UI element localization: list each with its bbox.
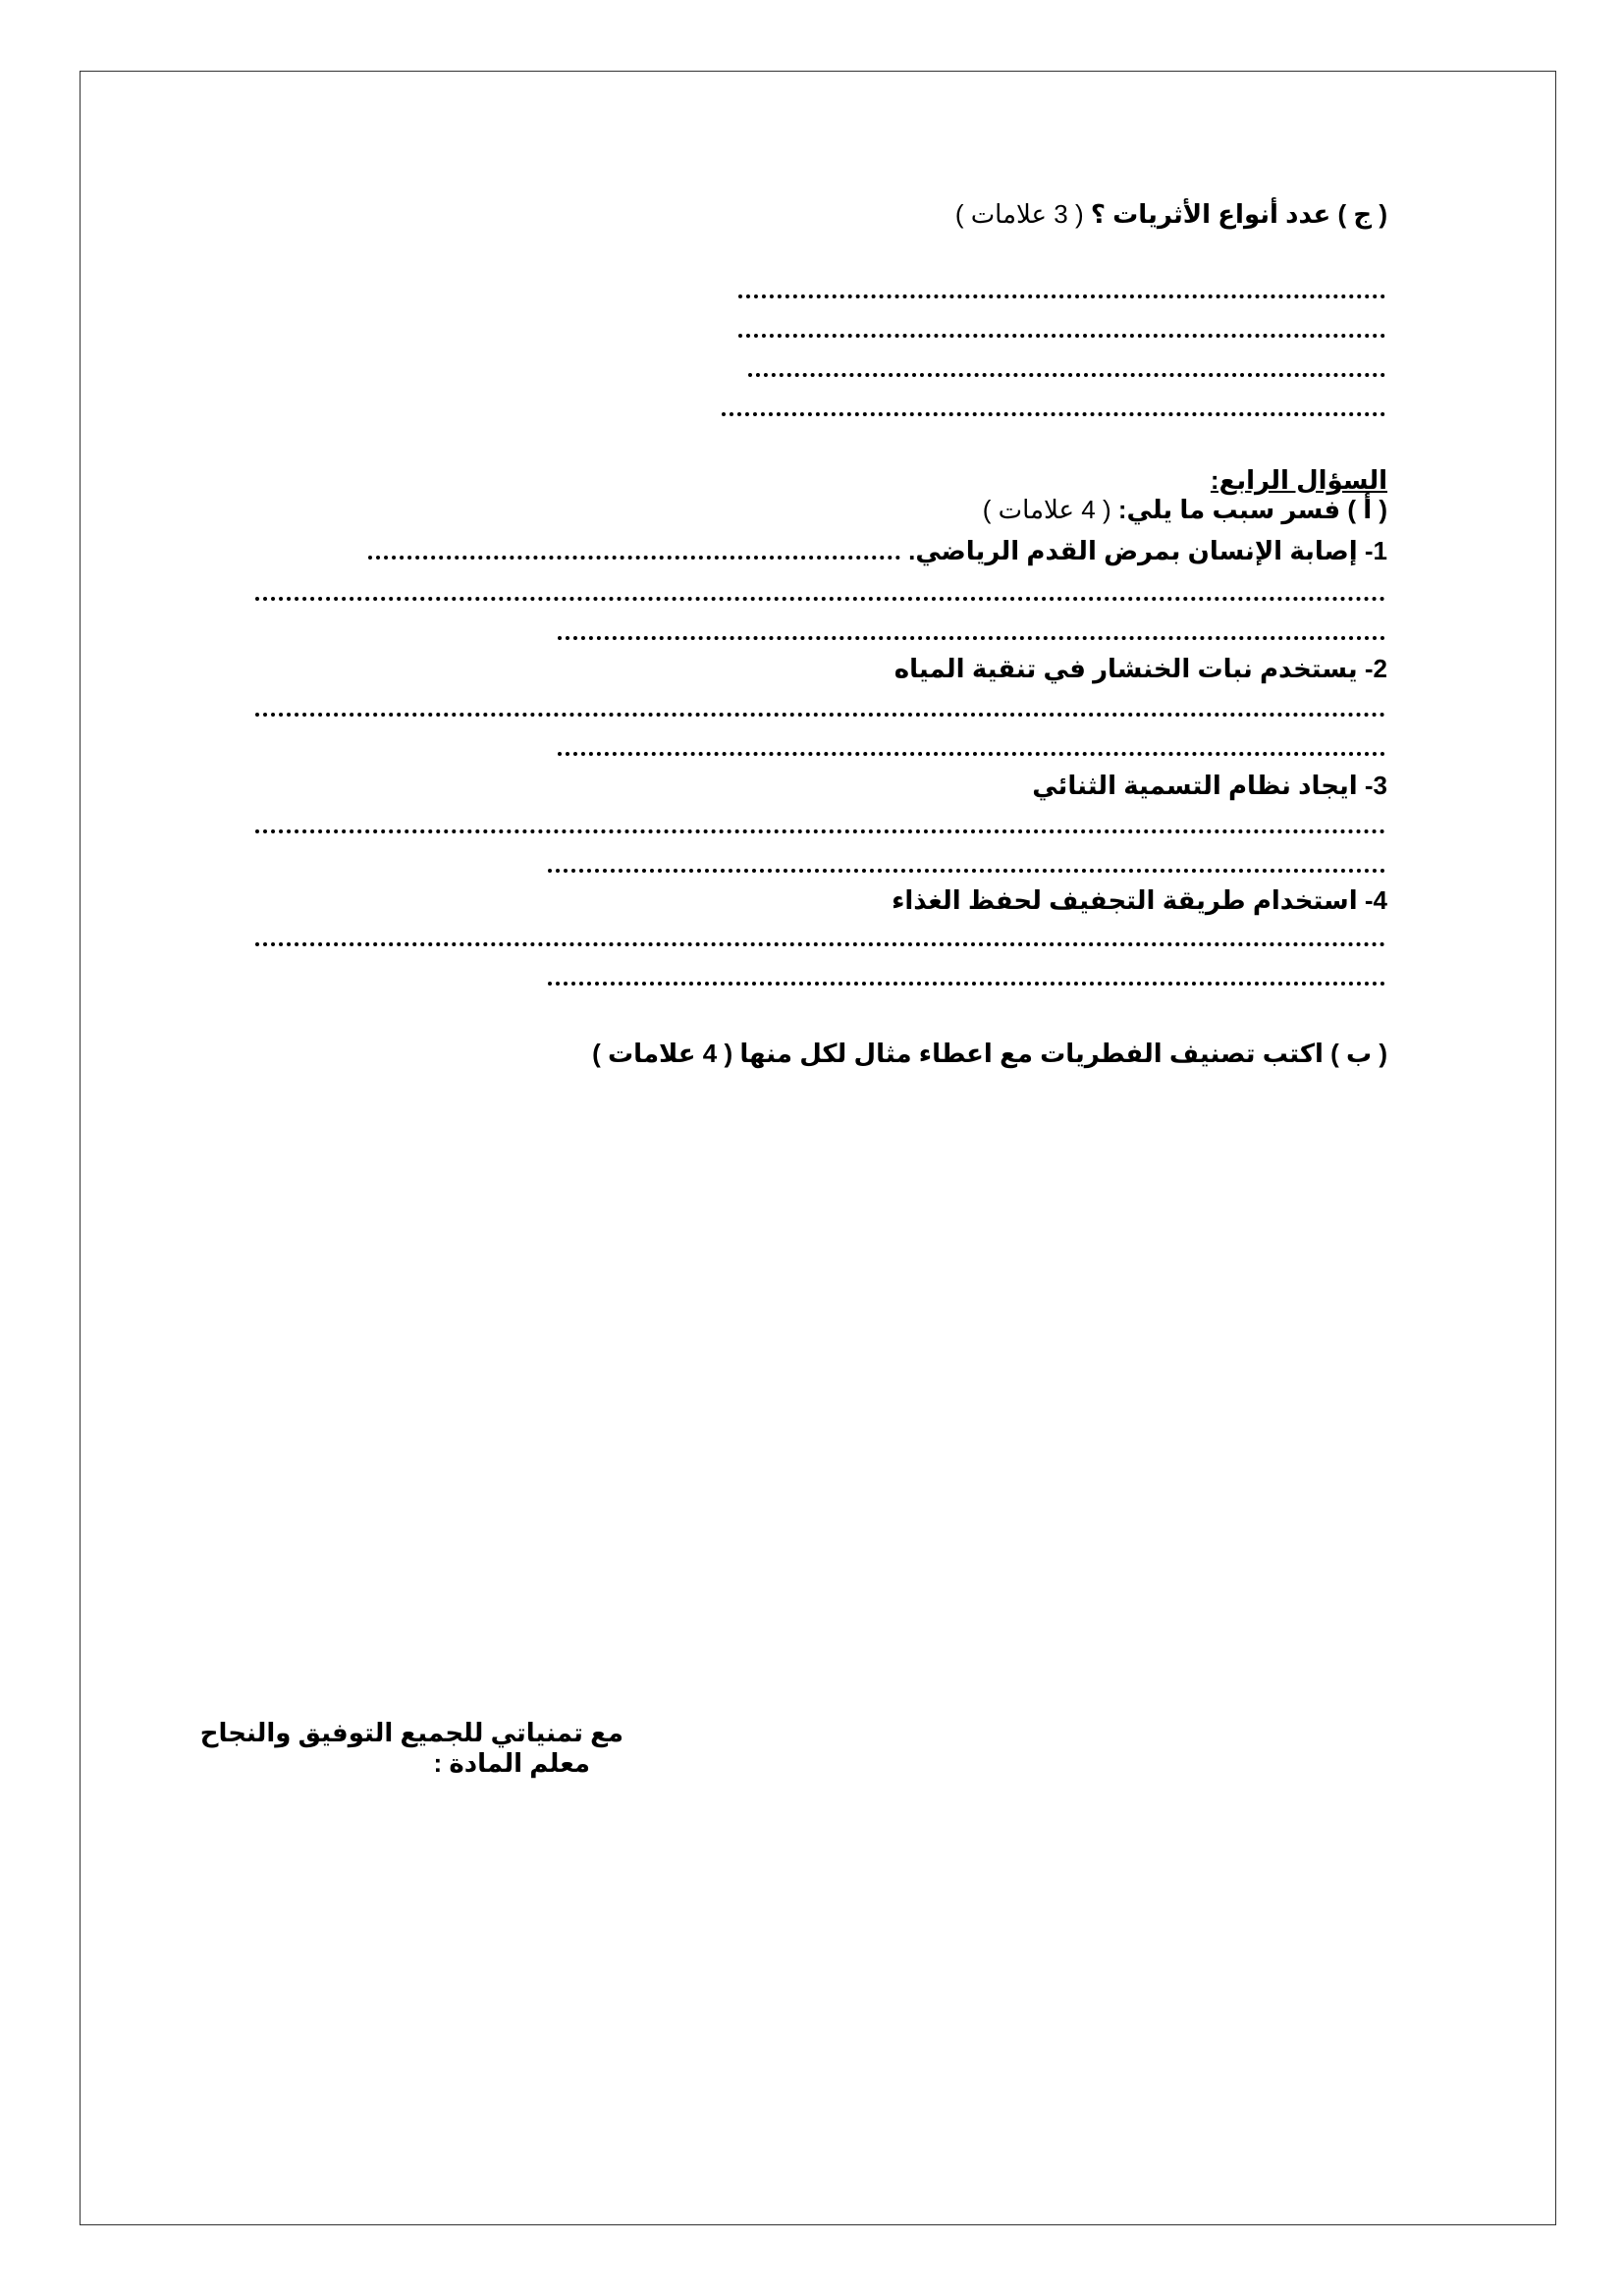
answer-line[interactable] (722, 412, 1385, 416)
part-a-marks: ( 4 علامات ) (982, 495, 1111, 524)
question-c-marks: ( 3 علامات ) (954, 199, 1084, 229)
item-2: 2- يستخدم نبات الخنشار في تنقية المياه (893, 654, 1387, 683)
answer-line[interactable] (738, 294, 1385, 298)
question4-part-b: ( ب ) اكتب تصنيف الفطريات مع اعطاء مثال لكل منها ( 4 علامات ) (592, 1039, 1387, 1068)
answer-line[interactable] (255, 829, 1385, 833)
answer-line[interactable] (738, 334, 1385, 338)
answer-line[interactable] (255, 597, 1385, 601)
question4-heading: السؤال الرابع: (1210, 465, 1387, 495)
item-1: 1- إصابة الإنسان بمرض القدم الرياضي. (908, 536, 1387, 565)
answer-line[interactable] (558, 636, 1385, 640)
item-3: 3- ايجاد نظام التسمية الثنائي (1032, 771, 1387, 800)
answer-line[interactable] (368, 556, 900, 560)
answer-line[interactable] (748, 373, 1385, 377)
answer-line[interactable] (255, 713, 1385, 717)
question-c-text: ( ج ) عدد أنواع الأثريات ؟ (1090, 199, 1387, 229)
question-c (955, 199, 1387, 229)
answer-line[interactable] (558, 752, 1385, 756)
teacher-label: معلم المادة : (433, 1748, 590, 1778)
item-4: 4- استخدام طريقة التجفيف لحفظ الغذاء (892, 885, 1387, 915)
question4-part-a (983, 495, 1387, 524)
part-a-text: ( أ ) فسر سبب ما يلي: (1117, 495, 1387, 524)
answer-line[interactable] (548, 982, 1385, 986)
answer-line[interactable] (548, 869, 1385, 873)
closing-wishes: مع تمنياتي للجميع التوفيق والنجاح (199, 1718, 623, 1747)
page-border (80, 71, 1556, 2225)
answer-line[interactable] (255, 942, 1385, 946)
